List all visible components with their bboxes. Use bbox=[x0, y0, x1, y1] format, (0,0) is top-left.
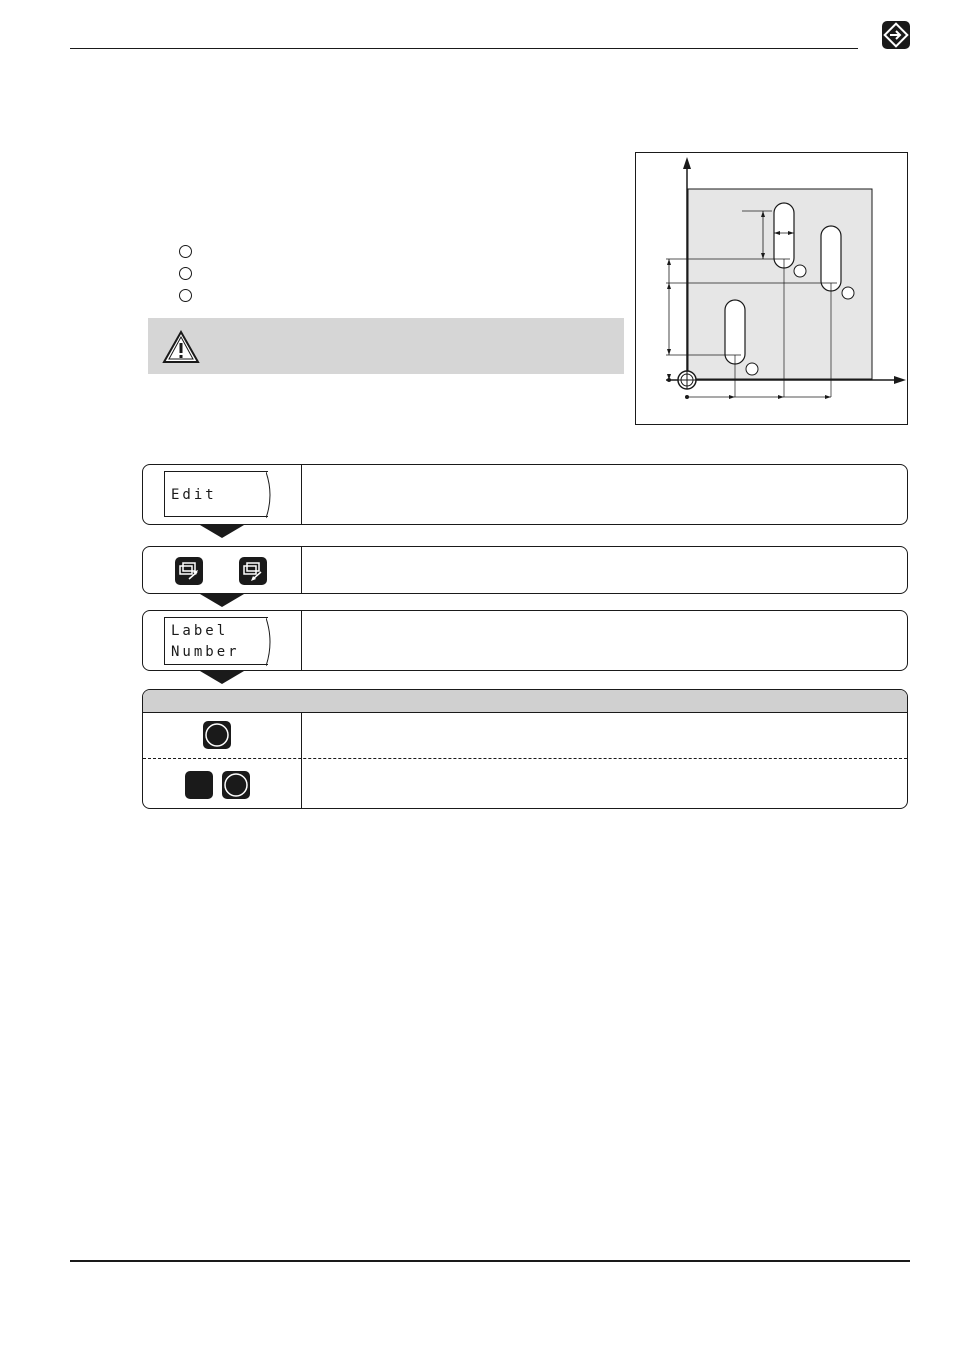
bullet-circle bbox=[179, 267, 192, 280]
bullet-circle bbox=[179, 289, 192, 302]
lcd-display bbox=[164, 617, 268, 665]
flow-arrow bbox=[200, 671, 244, 684]
flow-arrow bbox=[200, 525, 244, 538]
workpiece-drawing bbox=[635, 152, 908, 425]
group-header bbox=[143, 690, 907, 713]
step-keys bbox=[142, 546, 908, 594]
lcd-line: Edit bbox=[171, 487, 217, 503]
lcd-line: Label bbox=[171, 623, 229, 639]
column-divider bbox=[301, 712, 302, 808]
enter-arrow-icon bbox=[882, 21, 910, 49]
column-divider bbox=[301, 465, 302, 524]
round-key-icon[interactable] bbox=[203, 721, 231, 749]
dashed-separator bbox=[143, 758, 907, 759]
warning-box bbox=[148, 318, 624, 374]
square-key-icon[interactable] bbox=[185, 771, 213, 799]
step-label-number bbox=[142, 610, 908, 671]
column-divider bbox=[301, 547, 302, 593]
step-edit bbox=[142, 464, 908, 525]
bullet-circle bbox=[179, 245, 192, 258]
alternatives-group bbox=[142, 689, 908, 809]
round-key-icon[interactable] bbox=[222, 771, 250, 799]
page-up-icon[interactable] bbox=[175, 557, 203, 585]
warning-triangle-icon bbox=[162, 330, 200, 364]
lcd-display bbox=[164, 471, 268, 517]
flow-arrow bbox=[200, 594, 244, 607]
top-rule bbox=[70, 48, 858, 49]
lcd-line: Number bbox=[171, 644, 240, 660]
column-divider bbox=[301, 611, 302, 670]
bottom-rule bbox=[70, 1260, 910, 1262]
page-down-icon[interactable] bbox=[239, 557, 267, 585]
